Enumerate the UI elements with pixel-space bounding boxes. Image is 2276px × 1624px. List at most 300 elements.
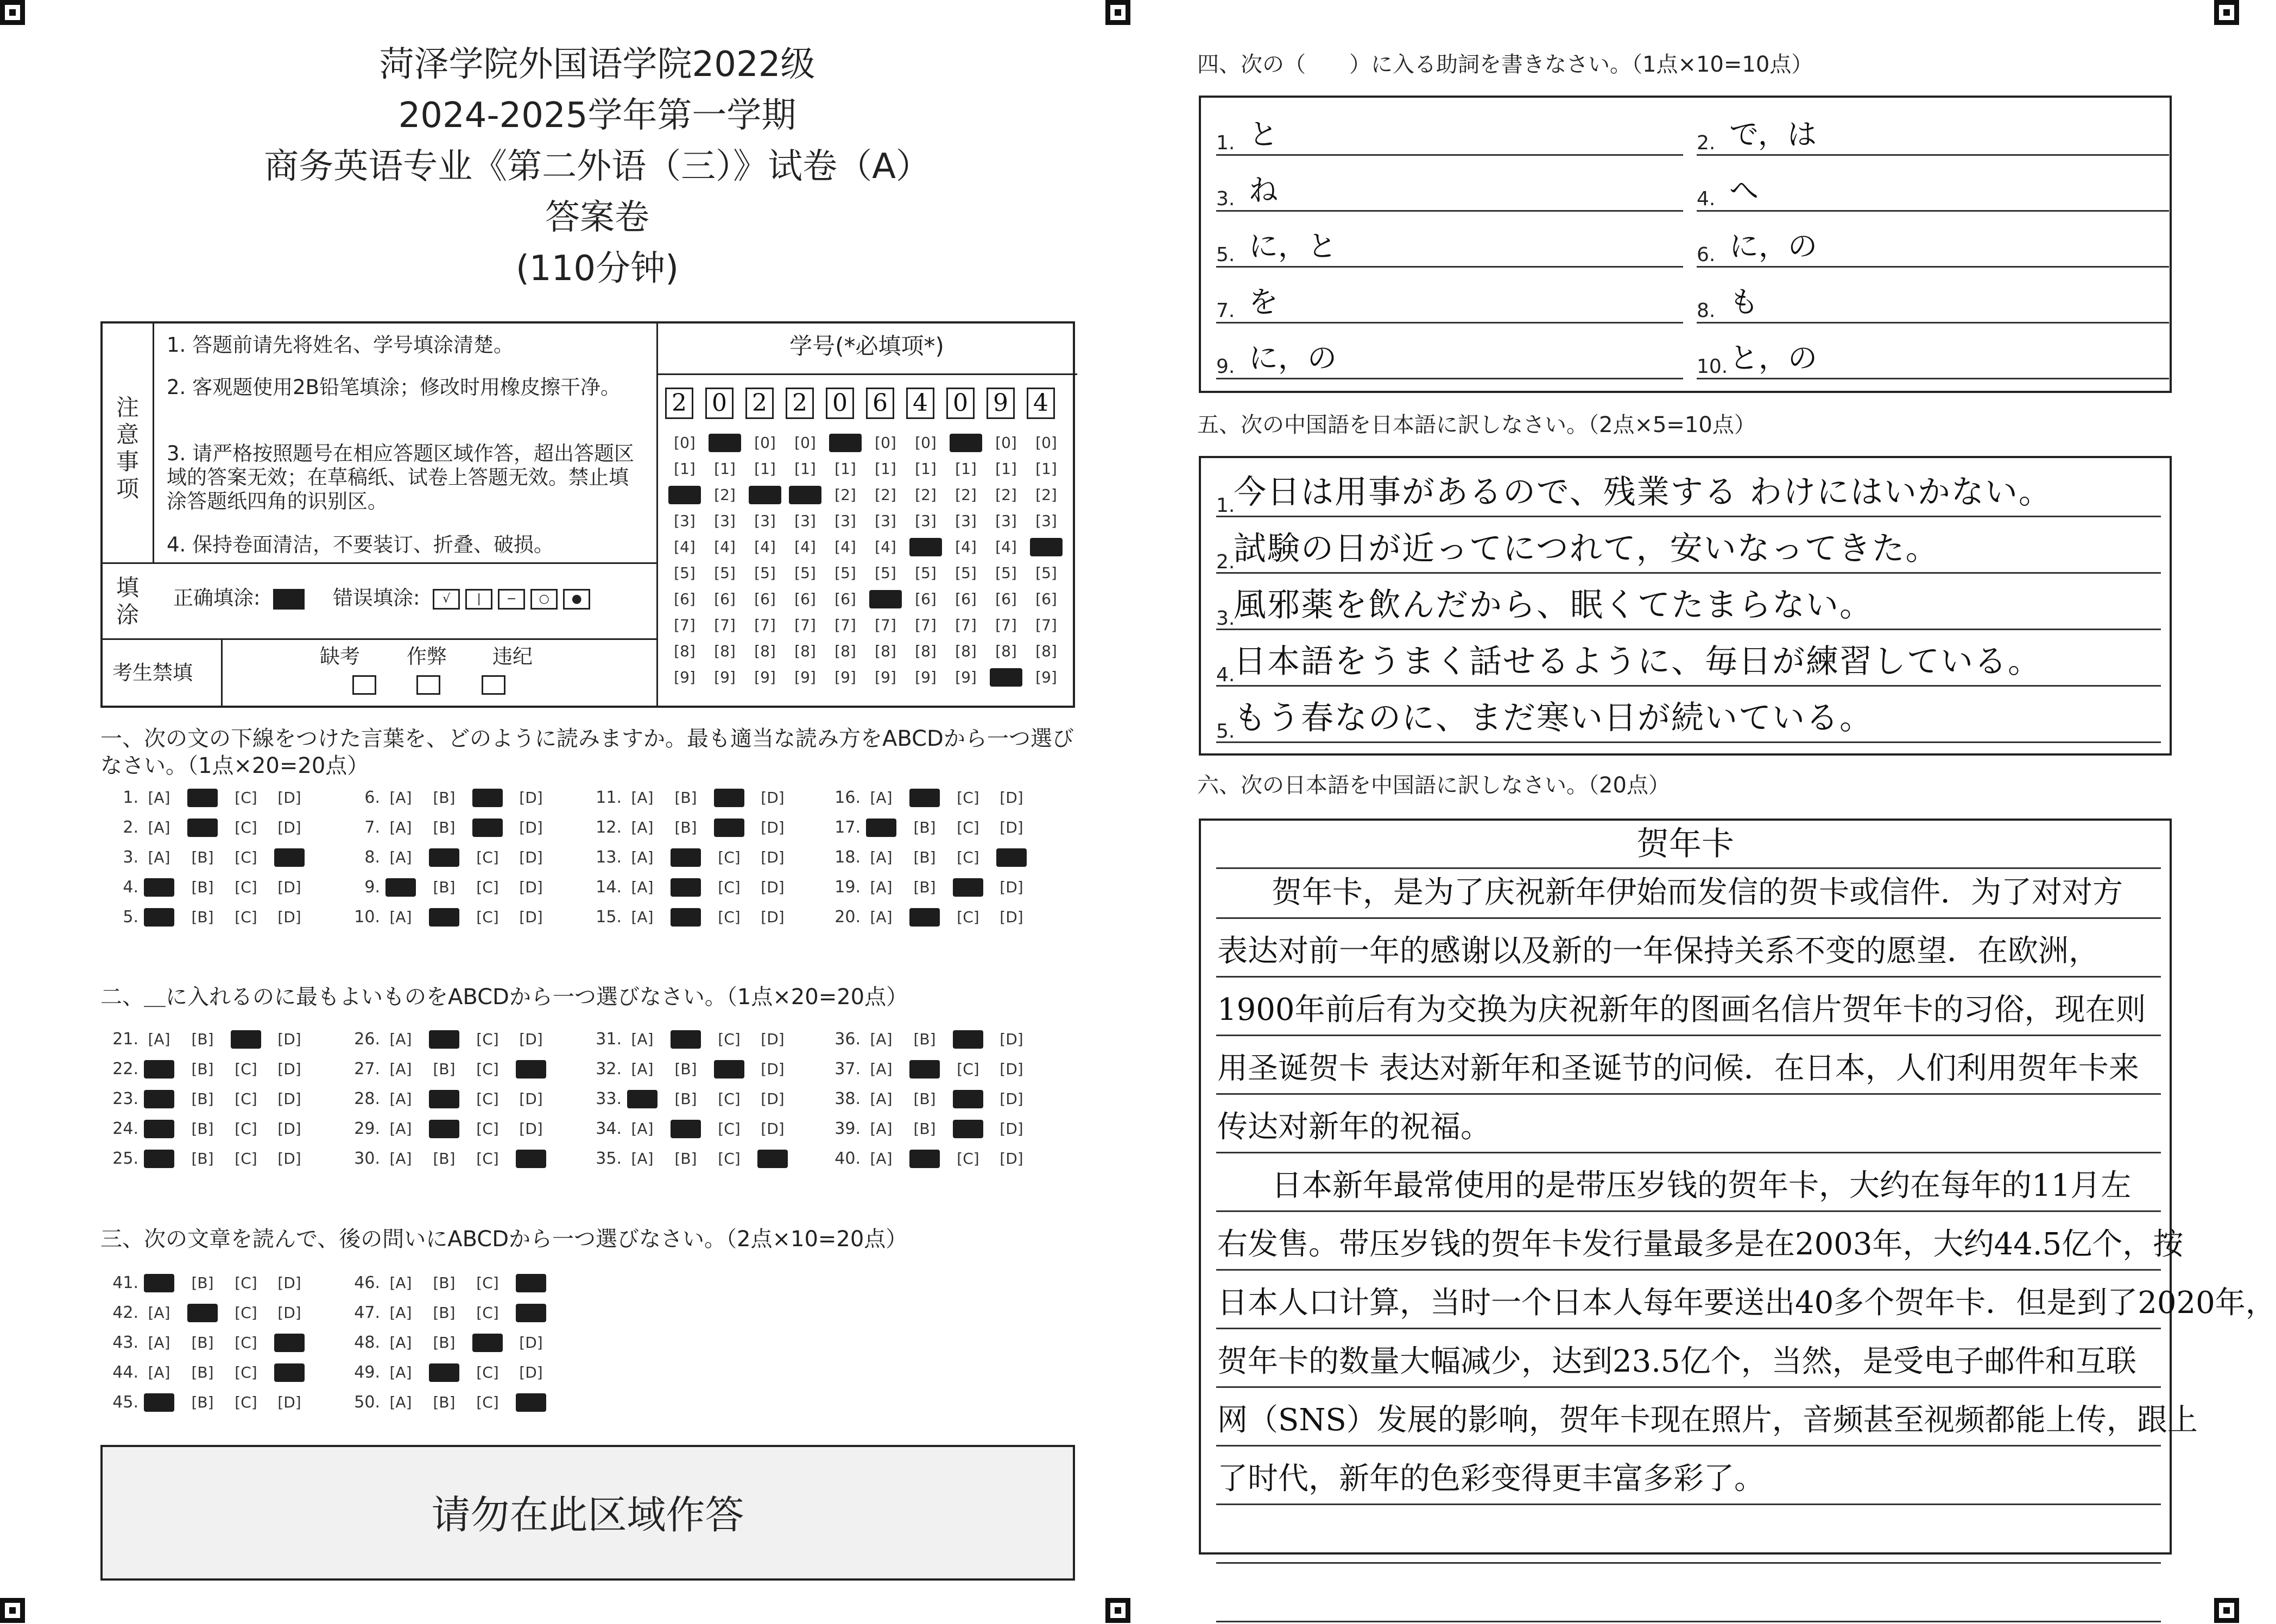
answer-bubble[interactable]: [A] [389, 789, 412, 807]
student-id-bubble[interactable]: [6] [1035, 590, 1057, 608]
student-id-digit-cell[interactable]: 2 [665, 388, 693, 419]
answer-bubble[interactable]: [D] [761, 789, 785, 807]
answer-bubble[interactable]: [C] [231, 1030, 261, 1049]
answer-bubble[interactable]: [A] [627, 1090, 657, 1108]
answer-bubble[interactable]: [A] [148, 1363, 170, 1381]
student-id-bubble[interactable]: [3] [674, 512, 696, 530]
answer-bubble[interactable]: [C] [235, 848, 257, 866]
student-id-bubble[interactable]: [1] [674, 460, 696, 478]
answer-bubble[interactable]: [C] [718, 1030, 741, 1048]
student-id-bubble[interactable]: [0] [754, 434, 776, 452]
answer-bubble[interactable]: [B] [187, 819, 218, 837]
answer-bubble[interactable]: [A] [631, 1120, 654, 1138]
student-id-bubble[interactable]: [8] [1035, 642, 1057, 660]
answer-bubble[interactable]: [D] [519, 848, 543, 866]
answer-bubble[interactable]: [C] [957, 1060, 979, 1078]
answer-bubble[interactable]: [B] [433, 789, 456, 807]
answer-bubble[interactable]: [C] [476, 1363, 499, 1381]
answer-bubble[interactable]: [C] [953, 1120, 983, 1138]
answer-bubble[interactable]: [C] [235, 1060, 257, 1078]
student-id-bubble[interactable]: [1] [955, 460, 977, 478]
student-id-bubble[interactable]: [5] [754, 564, 776, 582]
answer-bubble[interactable]: [B] [429, 1363, 459, 1382]
answer-bubble[interactable]: [C] [235, 1393, 257, 1411]
student-id-bubble[interactable]: [8] [754, 642, 776, 660]
student-id-bubble[interactable]: [1] [834, 460, 856, 478]
answer-bubble[interactable]: [A] [389, 1334, 412, 1352]
answer-bubble[interactable]: [D] [761, 1090, 785, 1108]
answer-bubble[interactable]: [A] [148, 789, 170, 807]
answer-bubble[interactable]: [A] [631, 908, 654, 926]
student-id-bubble[interactable]: [8] [674, 642, 696, 660]
answer-bubble[interactable]: [D] [516, 1304, 546, 1322]
answer-bubble[interactable]: [D] [277, 1393, 301, 1411]
answer-bubble[interactable]: [B] [913, 1120, 936, 1138]
answer-bubble[interactable]: [C] [953, 878, 983, 897]
answer-bubble[interactable]: [D] [274, 848, 305, 867]
student-id-bubble[interactable]: [9] [875, 668, 896, 686]
answer-bubble[interactable]: [B] [913, 1090, 936, 1108]
student-id-bubble[interactable]: [2] [995, 486, 1017, 504]
answer-bubble[interactable]: [C] [476, 848, 499, 866]
student-id-bubble[interactable]: [3] [995, 512, 1017, 530]
answer-bubble[interactable]: [A] [870, 878, 893, 896]
student-id-bubble[interactable]: [8] [875, 642, 896, 660]
student-id-bubble[interactable]: [1] [875, 460, 896, 478]
answer-bubble[interactable]: [B] [674, 1060, 697, 1078]
answer-bubble[interactable]: [B] [191, 1363, 214, 1381]
student-id-bubble[interactable]: [7] [714, 616, 736, 634]
student-id-bubble[interactable]: [7] [915, 616, 937, 634]
student-id-bubble[interactable]: [4] [754, 538, 776, 556]
student-id-bubble[interactable]: [4] [714, 538, 736, 556]
student-id-bubble[interactable]: [6] [869, 590, 902, 608]
student-id-bubble[interactable]: [3] [754, 512, 776, 530]
answer-bubble[interactable]: [C] [718, 1120, 741, 1138]
answer-bubble[interactable]: [B] [429, 908, 459, 927]
answer-bubble[interactable]: [B] [191, 1120, 214, 1138]
answer-bubble[interactable]: [D] [519, 1363, 543, 1381]
answer-bubble[interactable]: [D] [1000, 789, 1023, 807]
student-id-bubble[interactable]: [0] [950, 434, 982, 452]
answer-bubble[interactable]: [B] [191, 1030, 214, 1048]
answer-bubble[interactable]: [C] [476, 1030, 499, 1048]
answer-bubble[interactable]: [B] [674, 1090, 697, 1108]
student-id-bubble[interactable]: [2] [1035, 486, 1057, 504]
answer-bubble[interactable]: [B] [433, 1060, 456, 1078]
student-id-bubble[interactable]: [2] [955, 486, 977, 504]
student-id-bubble[interactable]: [8] [995, 642, 1017, 660]
student-id-bubble[interactable]: [4] [834, 538, 856, 556]
answer-bubble[interactable]: [B] [433, 1150, 456, 1168]
student-id-bubble[interactable]: [2] [749, 486, 781, 504]
student-id-bubble[interactable]: [1] [794, 460, 816, 478]
answer-bubble[interactable]: [C] [957, 819, 979, 836]
student-id-digit-cell[interactable]: 0 [705, 388, 734, 419]
answer-bubble[interactable]: [C] [718, 908, 741, 926]
answer-bubble[interactable]: [C] [235, 1304, 257, 1322]
answer-bubble[interactable]: [D] [1000, 1030, 1023, 1048]
answer-bubble[interactable]: [D] [277, 1274, 301, 1292]
answer-bubble[interactable]: [D] [1000, 819, 1023, 836]
student-id-bubble[interactable]: [2] [915, 486, 937, 504]
answer-bubble[interactable]: [C] [953, 1030, 983, 1049]
answer-bubble[interactable]: [B] [433, 1393, 456, 1411]
answer-bubble[interactable]: [A] [389, 1090, 412, 1108]
answer-bubble[interactable]: [A] [389, 1060, 412, 1078]
answer-bubble[interactable]: [B] [671, 878, 701, 897]
student-id-bubble[interactable]: [0] [915, 434, 937, 452]
answer-bubble[interactable]: [D] [519, 1120, 543, 1138]
answer-bubble[interactable]: [B] [187, 789, 218, 807]
student-id-bubble[interactable]: [4] [674, 538, 696, 556]
answer-bubble[interactable]: [A] [870, 908, 893, 926]
student-id-bubble[interactable]: [7] [1035, 616, 1057, 634]
answer-bubble[interactable]: [B] [671, 1120, 701, 1138]
student-id-bubble[interactable]: [3] [794, 512, 816, 530]
answer-bubble[interactable]: [C] [472, 1334, 503, 1352]
student-id-bubble[interactable]: [5] [915, 564, 937, 582]
student-id-bubble[interactable]: [1] [1035, 460, 1057, 478]
student-id-bubble[interactable]: [3] [1035, 512, 1057, 530]
answer-bubble[interactable]: [B] [187, 1304, 218, 1322]
student-id-bubble[interactable]: [9] [990, 668, 1022, 687]
student-id-bubble[interactable]: [5] [995, 564, 1017, 582]
answer-bubble[interactable]: [B] [429, 1090, 459, 1108]
student-id-bubble[interactable]: [8] [834, 642, 856, 660]
answer-bubble[interactable]: [D] [996, 848, 1027, 867]
answer-bubble[interactable]: [C] [235, 819, 257, 836]
answer-bubble[interactable]: [A] [389, 1120, 412, 1138]
answer-bubble[interactable]: [B] [191, 1090, 214, 1108]
answer-bubble[interactable]: [C] [476, 1090, 499, 1108]
answer-bubble[interactable]: [B] [191, 1150, 214, 1168]
answer-bubble[interactable]: [A] [144, 1393, 174, 1412]
answer-bubble[interactable]: [A] [144, 908, 174, 927]
student-id-bubble[interactable]: [5] [955, 564, 977, 582]
violation-checkbox[interactable] [482, 675, 505, 695]
student-id-digit-cell[interactable]: 6 [866, 388, 894, 419]
student-id-bubble[interactable]: [1] [754, 460, 776, 478]
answer-bubble[interactable]: [D] [519, 819, 543, 836]
answer-bubble[interactable]: [C] [472, 789, 503, 807]
answer-bubble[interactable]: [D] [519, 1334, 543, 1352]
student-id-bubble[interactable]: [3] [875, 512, 896, 530]
student-id-bubble[interactable]: [5] [1035, 564, 1057, 582]
answer-bubble[interactable]: [B] [191, 1393, 214, 1411]
answer-bubble[interactable]: [B] [433, 1274, 456, 1292]
answer-bubble[interactable]: [B] [433, 878, 456, 896]
answer-bubble[interactable]: [A] [631, 878, 654, 896]
student-id-digit-cell[interactable]: 0 [826, 388, 854, 419]
answer-bubble[interactable]: [C] [476, 1304, 499, 1322]
answer-bubble[interactable]: [B] [191, 848, 214, 866]
student-id-digit-cell[interactable]: 2 [745, 388, 774, 419]
student-id-bubble[interactable]: [6] [714, 590, 736, 608]
answer-bubble[interactable]: [C] [476, 878, 499, 896]
student-id-bubble[interactable]: [6] [915, 590, 937, 608]
answer-bubble[interactable]: [B] [191, 878, 214, 896]
answer-bubble[interactable]: [A] [389, 1363, 412, 1381]
student-id-bubble[interactable]: [6] [674, 590, 696, 608]
student-id-bubble[interactable]: [8] [714, 642, 736, 660]
student-id-bubble[interactable]: [9] [955, 668, 977, 686]
answer-bubble[interactable]: [C] [476, 908, 499, 926]
student-id-bubble[interactable]: [3] [834, 512, 856, 530]
answer-bubble[interactable]: [B] [909, 1150, 940, 1168]
student-id-bubble[interactable]: [0] [709, 434, 741, 452]
answer-bubble[interactable]: [C] [718, 1090, 741, 1108]
student-id-bubble[interactable]: [3] [714, 512, 736, 530]
answer-bubble[interactable]: [D] [274, 1363, 305, 1382]
student-id-digit-cell[interactable]: 4 [1027, 388, 1055, 419]
student-id-bubble[interactable]: [0] [1035, 434, 1057, 452]
answer-bubble[interactable]: [C] [235, 908, 257, 926]
student-id-bubble[interactable]: [6] [834, 590, 856, 608]
student-id-bubble[interactable]: [2] [875, 486, 896, 504]
answer-bubble[interactable]: [C] [472, 819, 503, 837]
student-id-bubble[interactable]: [9] [754, 668, 776, 686]
absent-checkbox[interactable] [352, 675, 376, 695]
student-id-bubble[interactable]: [9] [674, 668, 696, 686]
answer-bubble[interactable]: [C] [476, 1274, 499, 1292]
student-id-bubble[interactable]: [0] [674, 434, 696, 452]
answer-bubble[interactable]: [C] [235, 789, 257, 807]
answer-bubble[interactable]: [B] [909, 908, 940, 927]
student-id-bubble[interactable]: [1] [714, 460, 736, 478]
answer-bubble[interactable]: [A] [870, 1090, 893, 1108]
answer-bubble[interactable]: [A] [148, 1304, 170, 1322]
answer-bubble[interactable]: [D] [516, 1060, 546, 1079]
student-id-bubble[interactable]: [2] [789, 486, 821, 504]
answer-bubble[interactable]: [A] [870, 1060, 893, 1078]
answer-bubble[interactable]: [D] [277, 1120, 301, 1138]
answer-bubble[interactable]: [D] [277, 1090, 301, 1108]
answer-bubble[interactable]: [D] [277, 789, 301, 807]
answer-bubble[interactable]: [D] [761, 819, 785, 836]
student-id-bubble[interactable]: [6] [754, 590, 776, 608]
answer-bubble[interactable]: [C] [235, 1150, 257, 1168]
answer-bubble[interactable]: [D] [1000, 1120, 1023, 1138]
answer-bubble[interactable]: [C] [718, 848, 741, 866]
answer-bubble[interactable]: [D] [277, 1150, 301, 1168]
answer-bubble[interactable]: [B] [909, 1060, 940, 1079]
answer-bubble[interactable]: [A] [870, 1120, 893, 1138]
answer-bubble[interactable]: [C] [476, 1060, 499, 1078]
answer-bubble[interactable]: [A] [870, 848, 893, 866]
student-id-bubble[interactable]: [2] [714, 486, 736, 504]
answer-bubble[interactable]: [B] [913, 1030, 936, 1048]
answer-bubble[interactable]: [B] [191, 1060, 214, 1078]
answer-bubble[interactable]: [C] [235, 878, 257, 896]
answer-bubble[interactable]: [A] [870, 789, 893, 807]
answer-bubble[interactable]: [D] [761, 908, 785, 926]
answer-bubble[interactable]: [D] [1000, 1150, 1023, 1168]
answer-bubble[interactable]: [C] [235, 1120, 257, 1138]
answer-bubble[interactable]: [B] [433, 1334, 456, 1352]
answer-bubble[interactable]: [B] [674, 789, 697, 807]
student-id-bubble[interactable]: [7] [794, 616, 816, 634]
answer-bubble[interactable]: [A] [144, 1150, 174, 1168]
student-id-bubble[interactable]: [5] [794, 564, 816, 582]
answer-bubble[interactable]: [B] [671, 1030, 701, 1049]
answer-bubble[interactable]: [B] [913, 878, 936, 896]
answer-bubble[interactable]: [A] [631, 819, 654, 836]
answer-bubble[interactable]: [D] [1000, 878, 1023, 896]
student-id-bubble[interactable]: [9] [834, 668, 856, 686]
student-id-bubble[interactable]: [8] [955, 642, 977, 660]
answer-bubble[interactable]: [D] [277, 1030, 301, 1048]
answer-bubble[interactable]: [D] [516, 1150, 546, 1168]
answer-bubble[interactable]: [C] [714, 819, 744, 837]
answer-bubble[interactable]: [A] [144, 1060, 174, 1079]
answer-bubble[interactable]: [A] [389, 1030, 412, 1048]
answer-bubble[interactable]: [D] [761, 848, 785, 866]
answer-bubble[interactable]: [D] [519, 908, 543, 926]
answer-bubble[interactable]: [C] [235, 1274, 257, 1292]
answer-bubble[interactable]: [B] [429, 1030, 459, 1049]
answer-bubble[interactable]: [D] [761, 1030, 785, 1048]
answer-bubble[interactable]: [D] [519, 878, 543, 896]
answer-bubble[interactable]: [B] [429, 1120, 459, 1138]
answer-bubble[interactable]: [B] [674, 819, 697, 836]
student-id-bubble[interactable]: [7] [754, 616, 776, 634]
answer-bubble[interactable]: [D] [516, 1393, 546, 1412]
answer-bubble[interactable]: [D] [519, 1090, 543, 1108]
answer-bubble[interactable]: [C] [235, 1363, 257, 1381]
answer-bubble[interactable]: [B] [913, 819, 936, 836]
student-id-digit-cell[interactable]: 2 [786, 388, 814, 419]
answer-bubble[interactable]: [B] [433, 1304, 456, 1322]
student-id-bubble[interactable]: [9] [794, 668, 816, 686]
answer-bubble[interactable]: [B] [671, 908, 701, 927]
answer-bubble[interactable]: [B] [191, 1334, 214, 1352]
student-id-bubble[interactable]: [4] [955, 538, 977, 556]
student-id-bubble[interactable]: [4] [909, 538, 942, 556]
student-id-bubble[interactable]: [8] [915, 642, 937, 660]
answer-bubble[interactable]: [D] [274, 1334, 305, 1352]
student-id-bubble[interactable]: [9] [1035, 668, 1057, 686]
answer-bubble[interactable]: [C] [957, 789, 979, 807]
student-id-bubble[interactable]: [5] [875, 564, 896, 582]
answer-bubble[interactable]: [A] [389, 1393, 412, 1411]
answer-bubble[interactable]: [C] [476, 1120, 499, 1138]
student-id-bubble[interactable]: [4] [794, 538, 816, 556]
answer-bubble[interactable]: [D] [519, 789, 543, 807]
answer-bubble[interactable]: [C] [953, 1090, 983, 1108]
answer-bubble[interactable]: [A] [631, 1150, 654, 1168]
answer-bubble[interactable]: [D] [761, 878, 785, 896]
answer-bubble[interactable]: [A] [870, 1150, 893, 1168]
answer-bubble[interactable]: [A] [144, 1090, 174, 1108]
answer-bubble[interactable]: [A] [148, 1334, 170, 1352]
answer-bubble[interactable]: [D] [519, 1030, 543, 1048]
student-id-bubble[interactable]: [7] [834, 616, 856, 634]
student-id-bubble[interactable]: [4] [995, 538, 1017, 556]
answer-bubble[interactable]: [A] [148, 819, 170, 836]
answer-bubble[interactable]: [A] [389, 848, 412, 866]
student-id-bubble[interactable]: [9] [714, 668, 736, 686]
student-id-bubble[interactable]: [6] [794, 590, 816, 608]
student-id-bubble[interactable]: [3] [955, 512, 977, 530]
answer-bubble[interactable]: [A] [631, 1030, 654, 1048]
answer-bubble[interactable]: [D] [516, 1274, 546, 1292]
student-id-digit-cell[interactable]: 4 [906, 388, 934, 419]
answer-bubble[interactable]: [B] [191, 908, 214, 926]
student-id-bubble[interactable]: [4] [875, 538, 896, 556]
student-id-bubble[interactable]: [1] [995, 460, 1017, 478]
answer-bubble[interactable]: [D] [757, 1150, 788, 1168]
answer-bubble[interactable]: [C] [476, 1393, 499, 1411]
answer-bubble[interactable]: [B] [674, 1150, 697, 1168]
answer-bubble[interactable]: [C] [957, 848, 979, 866]
student-id-digit-cell[interactable]: 0 [946, 388, 975, 419]
answer-bubble[interactable]: [A] [389, 908, 412, 926]
answer-bubble[interactable]: [D] [277, 819, 301, 836]
answer-bubble[interactable]: [C] [957, 1150, 979, 1168]
student-id-bubble[interactable]: [7] [995, 616, 1017, 634]
answer-bubble[interactable]: [A] [144, 1274, 174, 1292]
answer-bubble[interactable]: [C] [957, 908, 979, 926]
student-id-bubble[interactable]: [5] [674, 564, 696, 582]
student-id-bubble[interactable]: [0] [829, 434, 862, 452]
student-id-bubble[interactable]: [7] [674, 616, 696, 634]
student-id-bubble[interactable]: [1] [915, 460, 937, 478]
answer-bubble[interactable]: [A] [148, 848, 170, 866]
answer-bubble[interactable]: [A] [385, 878, 416, 897]
answer-bubble[interactable]: [A] [144, 1120, 174, 1138]
student-id-bubble[interactable]: [0] [875, 434, 896, 452]
answer-bubble[interactable]: [B] [433, 819, 456, 836]
answer-bubble[interactable]: [D] [277, 1060, 301, 1078]
answer-bubble[interactable]: [A] [866, 819, 896, 837]
answer-bubble[interactable]: [B] [671, 848, 701, 867]
answer-bubble[interactable]: [A] [389, 1274, 412, 1292]
answer-bubble[interactable]: [D] [277, 878, 301, 896]
answer-bubble[interactable]: [D] [1000, 1060, 1023, 1078]
answer-bubble[interactable]: [B] [429, 848, 459, 867]
answer-bubble[interactable]: [A] [144, 878, 174, 897]
answer-bubble[interactable]: [C] [714, 789, 744, 807]
student-id-bubble[interactable]: [9] [915, 668, 937, 686]
answer-bubble[interactable]: [C] [718, 878, 741, 896]
answer-bubble[interactable]: [A] [631, 1060, 654, 1078]
student-id-bubble[interactable]: [6] [955, 590, 977, 608]
answer-bubble[interactable]: [B] [909, 789, 940, 807]
answer-bubble[interactable]: [D] [761, 1120, 785, 1138]
student-id-digit-cell[interactable]: 9 [987, 388, 1015, 419]
answer-bubble[interactable]: [A] [870, 1030, 893, 1048]
student-id-bubble[interactable]: [2] [668, 486, 701, 504]
student-id-bubble[interactable]: [0] [995, 434, 1017, 452]
answer-bubble[interactable]: [D] [277, 908, 301, 926]
answer-bubble[interactable]: [A] [389, 1150, 412, 1168]
answer-bubble[interactable]: [C] [718, 1150, 741, 1168]
answer-bubble[interactable]: [C] [235, 1334, 257, 1352]
answer-bubble[interactable]: [A] [631, 848, 654, 866]
answer-bubble[interactable]: [D] [277, 1304, 301, 1322]
answer-bubble[interactable]: [A] [148, 1030, 170, 1048]
answer-bubble[interactable]: [C] [714, 1060, 744, 1079]
student-id-bubble[interactable]: [2] [834, 486, 856, 504]
answer-bubble[interactable]: [C] [476, 1150, 499, 1168]
answer-bubble[interactable]: [D] [1000, 1090, 1023, 1108]
student-id-bubble[interactable]: [5] [834, 564, 856, 582]
student-id-bubble[interactable]: [6] [995, 590, 1017, 608]
answer-bubble[interactable]: [A] [389, 819, 412, 836]
answer-bubble[interactable]: [B] [191, 1274, 214, 1292]
student-id-bubble[interactable]: [0] [794, 434, 816, 452]
